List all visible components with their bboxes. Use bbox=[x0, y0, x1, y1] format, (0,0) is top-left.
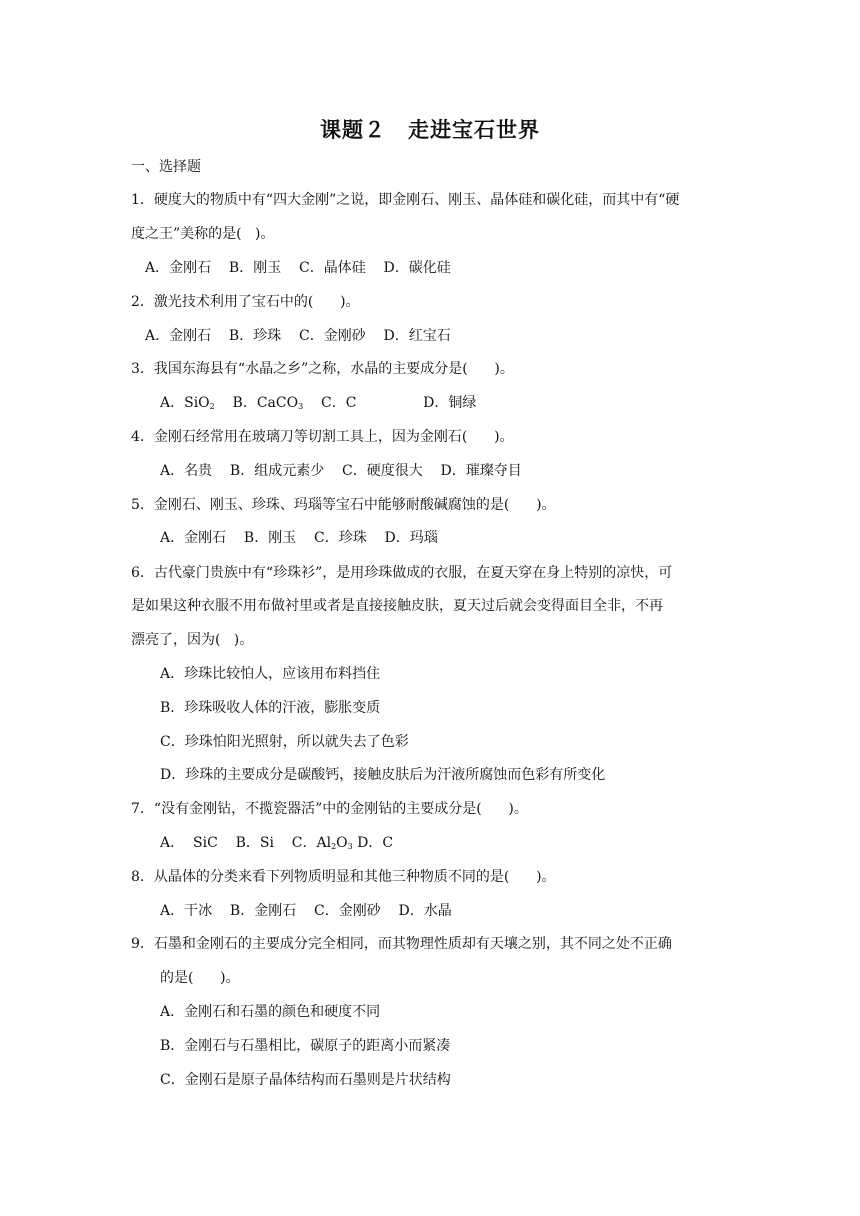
question-6-line-1: 6．古代豪门贵族中有“珍珠衫”，是用珍珠做成的衣服，在夏天穿在身上特别的凉快，可 bbox=[131, 565, 673, 581]
page-title: 课题２ 走进宝石世界 bbox=[320, 117, 540, 142]
question-6-option-c: C．珍珠怕阳光照射，所以就失去了色彩 bbox=[160, 734, 409, 750]
q7-subscript-2: 3 bbox=[347, 842, 353, 851]
question-6-option-a: A．珍珠比较怕人，应该用布料挡住 bbox=[160, 666, 381, 682]
question-3: 3．我国东海县有“水晶之乡”之称，水晶的主要成分是( )。 bbox=[131, 361, 514, 377]
question-8-options: A．干冰 B．金刚石 C．金刚砂 D．水晶 bbox=[160, 903, 452, 919]
q3-subscript-a: 2 bbox=[209, 402, 215, 411]
question-9-line-1: 9．石墨和金刚石的主要成分完全相同，而其物理性质却有天壤之别，其不同之处不正确 bbox=[131, 936, 672, 952]
question-6-line-2: 是如果这种衣服不用布做衬里或者是直接接触皮肤，夏天过后就会变得面目全非，不再 bbox=[131, 598, 663, 614]
question-4-options: A．名贵 B．组成元素少 C．硬度很大 D．璀璨夺目 bbox=[160, 463, 522, 479]
question-9-option-c: C．金刚石是原子晶体结构而石墨则是片状结构 bbox=[160, 1072, 451, 1088]
q3-option-a: A．SiO bbox=[160, 395, 210, 411]
question-1-line-2: 度之王”美称的是( )。 bbox=[131, 226, 275, 242]
q3-subscript-b: 3 bbox=[298, 402, 304, 411]
question-8: 8．从晶体的分类来看下列物质明显和其他三种物质不同的是( )。 bbox=[131, 869, 556, 885]
q3-option-b: B．CaCO bbox=[214, 395, 299, 411]
question-9-option-b: B．金刚石与石墨相比，碳原子的距离小而紧凑 bbox=[160, 1038, 451, 1054]
question-7-options bbox=[160, 834, 393, 856]
question-2: 2．激光技术利用了宝石中的( )。 bbox=[131, 294, 360, 310]
question-2-options: A．金刚石 B．珍珠 C．金刚砂 D．红宝石 bbox=[145, 328, 451, 344]
question-1-options: A．金刚石 B．刚玉 C．晶体硅 D．碳化硅 bbox=[145, 260, 451, 276]
question-6-option-b: B．珍珠吸收人体的汗液，膨胀变质 bbox=[160, 700, 381, 716]
question-9-line-2: 的是( )。 bbox=[160, 970, 240, 986]
q7-options-abc: A． SiC B．Si C．Al bbox=[160, 835, 332, 851]
question-9-option-a: A．金刚石和石墨的颜色和硬度不同 bbox=[160, 1004, 381, 1020]
question-3-options bbox=[160, 394, 476, 416]
question-7: 7．“没有金刚钻，不揽瓷器活”中的金刚钻的主要成分是( )。 bbox=[131, 801, 528, 817]
question-1-line-1: 1．硬度大的物质中有“四大金刚”之说，即金刚石、刚玉、晶体硅和碳化硅，而其中有“硬 bbox=[131, 192, 680, 208]
q3-option-cd: C．C D．铜绿 bbox=[303, 395, 477, 411]
section-heading: 一、选择题 bbox=[131, 159, 201, 175]
question-6-option-d: D．珍珠的主要成分是碳酸钙，接触皮肤后为汗液所腐蚀而色彩有所变化 bbox=[160, 767, 606, 783]
question-6-line-3: 漂亮了，因为( )。 bbox=[131, 632, 254, 648]
question-4: 4．金刚石经常用在玻璃刀等切割工具上，因为金刚石( )。 bbox=[131, 429, 514, 445]
question-5: 5．金刚石、刚玉、珍珠、玛瑙等宝石中能够耐酸碱腐蚀的是( )。 bbox=[131, 497, 556, 513]
q7-subscript-1: 2 bbox=[331, 842, 337, 851]
question-5-options: A．金刚石 B．刚玉 C．珍珠 D．玛瑙 bbox=[160, 530, 438, 546]
q7-oxygen: O bbox=[336, 835, 348, 851]
q7-option-d: D．C bbox=[352, 835, 394, 851]
